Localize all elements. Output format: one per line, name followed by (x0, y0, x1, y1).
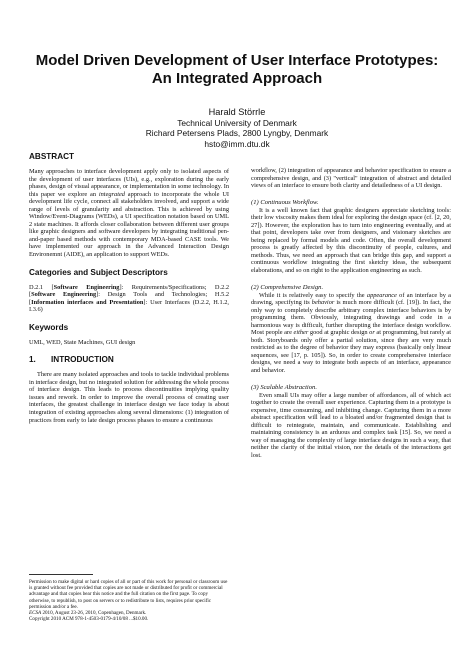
conference-line: ECSA 2010, August 23-26, 2010, Copenhagen, Denmark. (29, 610, 147, 617)
abstract-heading: ABSTRACT (29, 152, 75, 161)
title-line-1: Model Driven Development of User Interface Prototypes: (35, 52, 439, 69)
author-affiliation: Technical University of Denmark (177, 117, 297, 128)
title-line-2: An Integrated Approach (151, 70, 323, 87)
permission-notice: Permission to make digital or hard copies of all or part of this work for personal or classroom use is granted without fee provided that copies are not made or distributed for profit or commercial advantage and that copies bear this notice and the full citation on the first page. To copy otherwise, to republish, to post on servers or to redistribute to lists, requires prior specific permission and/or a fee. (29, 579, 228, 610)
section-title: INTRODUCTION (51, 355, 114, 365)
scalable-abstraction-text: Even small UIs may offer a large number of affordances, all of which act together to create the overall user experience. Capturing them in a prototype is expensive, time consuming, and inhibiting change. Capturing them in a more abstract specification will lead to a bloated and/or fragmented design that is difficult to reintegrate, maintain, and communicate. Establishing and maintaining consistency is an arduous and complex task [15]. So, we need a way of managing the complexity of large interface designs in such a way, that neither the clarity of the initial vision, nor the details of the interactions get lost. (251, 391, 451, 459)
copyright-line: Copyright 2010 ACM 978-1-4503-0179-4/10/08 ...$10.00. (29, 616, 149, 623)
subsection-continuous-workflow: (1) Continuous Workflow. (251, 198, 319, 206)
keywords-text: UML, WED, State Machines, GUI design (29, 338, 136, 346)
categories-heading: Categories and Subject Descriptors (29, 267, 168, 277)
introduction-text: There are many isolated approaches and tools to tackle individual problems in interface design, but no integrated solution for addressing the whole process of interface design. This leads to process discontinuities implying quality issues and rework. In order to improve the overall process of creating user interfaces, the greatest challenge in interface design we face today is about integration of existing approaches along several dimensions: (1) integration of practices from early to late design process phases to ensure a continuous (29, 371, 229, 424)
categories-text: D.2.1 [Software Engineering]: Requirements/Specifications; D.2.2 [Software Engineering]: Design Tools and Technologies; H.5.2 [Information interfaces and Presentation]: User Interfaces (D.2.2, H.1.2, I.3.6) (29, 283, 229, 314)
continuation-text: workflow, (2) integration of appearance and behavior specification to ensure a comprehensive design, and (3) "vertical" integration of abstract and detailed views of an interface to ensure both clarity and detailedness of a UI design. (251, 167, 451, 190)
paper-title (30, 52, 444, 88)
section-number: 1. (29, 355, 36, 365)
author-address: Richard Petersens Plads, 2800 Lyngby, Denmark (145, 128, 329, 139)
continuous-workflow-text: It is a well known fact that graphic designers appreciate sketching tools: their low viscosity makes them ideal for exploring the design space (cf. [2, 20, 27]). However, the exploration has to turn into engineering eventually, and at that point, developers take over from designers, and visionary sketches are being replaced by formal models and code. Often, the overall development process is greatly affected by this discontinuity of people, cultures, and methods. Thus, we need an approach that can bridge this gap, and support a continuous workflow integrating the first sketchy ideas, the subsequent elaborations, and so on right to the application engineering as such. (251, 206, 451, 275)
copyright-footnote (29, 574, 229, 622)
author-email: hsto@imm.dtu.dk (204, 138, 270, 149)
comprehensive-design-text: While it is relatively easy to specify the appearance of an interface by a drawing, specifying its behavior is much more difficult (cf. [19]). In fact, the only way to completely describe arbitrary complex interface behaviors is by programming them. Obviously, integrating drawings and code in a harmonious way is difficult, further disrupting the interface design workflow. Most people are either good at graphic design or at programming, but rarely at both. Storyboards only offer a partial solution, since they are very much restricted as to the degree of behavior they may express (basically only linear sequences, see [17, p. 105]). So, in order to create comprehensive interface designs, we need a way to integrate both aspects of an interface, appearance and behavior. (251, 291, 451, 375)
left-column (29, 152, 229, 424)
author-block (30, 107, 444, 149)
right-column (251, 167, 451, 460)
author-name: Harald Störrle (208, 107, 266, 117)
introduction-heading (29, 355, 229, 365)
subsection-comprehensive-design: (2) Comprehensive Design. (251, 283, 324, 291)
subsection-scalable-abstraction: (3) Scalable Abstraction. (251, 383, 317, 391)
abstract-text: Many approaches to interface development apply only to isolated aspects of the development of user interfaces (UIs), e.g., exploration during the early phases, design of visual appearance, or implementation in some technology. In this paper we explore an integrated approach to incorporate the whole UI development life cycle, connect all stakeholders involved, and support a wide range of levels of granularity and abstraction. This is achieved by using Window/Event-Diagrams (WEDs), a UI specification notation based on UML 2 state machines. It affords closer collaboration between different user groups like graphic designers and software developers by integrating traditional pen-and-paper based methods with contemporary MDA-based CASE tools. We have implemented our approach in the Advanced Interaction Design Environemnt (AIDE), an application to support WEDs. (29, 168, 230, 259)
footnote-rule (29, 574, 93, 575)
keywords-heading: Keywords (29, 322, 69, 332)
